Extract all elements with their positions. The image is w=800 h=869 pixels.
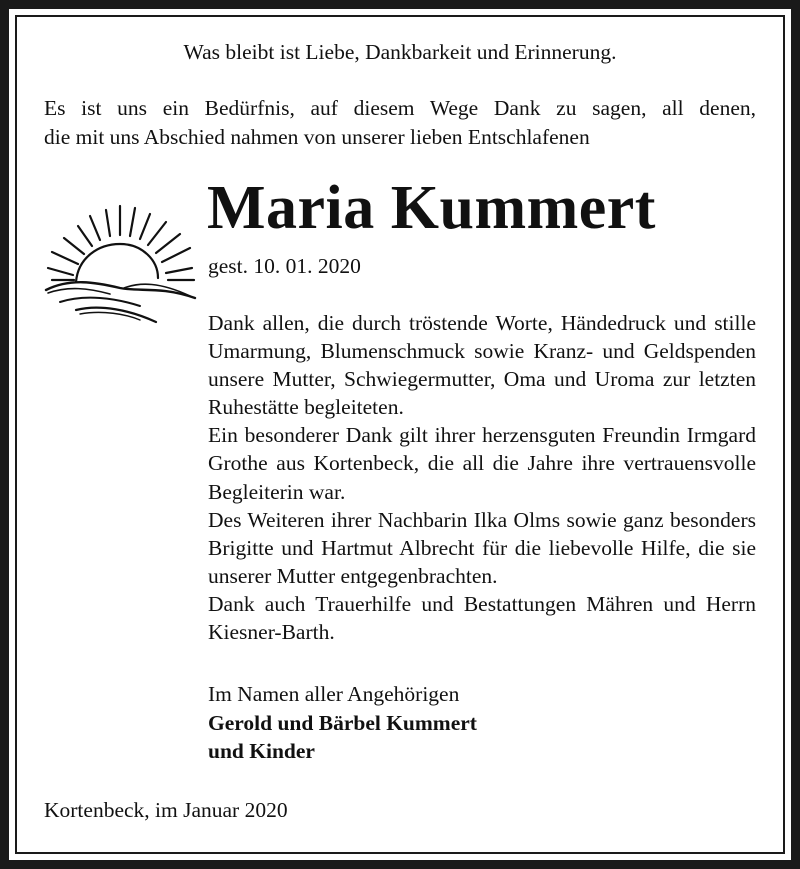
date-of-death: gest. 10. 01. 2020 — [208, 254, 361, 278]
thanks-paragraph: Des Weiteren ihrer Nachbarin Ilka Olms sowie ganz besonders Brigitte und Hartmut Albrecht für die liebevolle Hilfe, die sie unserer Mutter entgegenbrachten. — [208, 507, 756, 588]
signature-block — [208, 680, 756, 766]
thanks-paragraph: Ein besonderer Dank gilt ihrer herzensguten Freundin Irmgard Grothe aus Kortenbeck, die all die Jahre ihre vertrauensvolle Begleiterin war. — [208, 423, 756, 504]
intro-line-1: Es ist uns ein Bedürfnis, auf diesem Wege Dank zu sagen, all denen, — [44, 96, 756, 120]
signature-names-continued: und Kinder — [208, 739, 315, 763]
deceased-name: Maria Kummert — [207, 174, 656, 242]
place-and-date: Kortenbeck, im Januar 2020 — [44, 798, 288, 822]
motto: Was bleibt ist Liebe, Dankbarkeit und Erinnerung. — [183, 40, 617, 64]
intro-line-2: die mit uns Abschied nahmen von unserer lieben Entschlafenen — [44, 125, 590, 149]
sunset-over-hills-icon — [40, 198, 200, 332]
signature-names: Gerold und Bärbel Kummert — [208, 710, 477, 735]
signature-intro: Im Namen aller Angehörigen — [208, 682, 460, 706]
thanks-paragraph: Dank allen, die durch tröstende Worte, Händedruck und stille Umarmung, Blumenschmuck sowie Kranz- und Geldspenden unsere Mutter, Schwiegermutter, Oma und Uroma zur letzten Ruhestätte begleiteten. — [208, 311, 756, 420]
intro-text — [44, 94, 756, 152]
thanks-paragraph: Dank auch Trauerhilfe und Bestattungen Mähren und Herrn Kiesner-Barth. — [208, 591, 756, 645]
thanks-text — [208, 309, 756, 646]
